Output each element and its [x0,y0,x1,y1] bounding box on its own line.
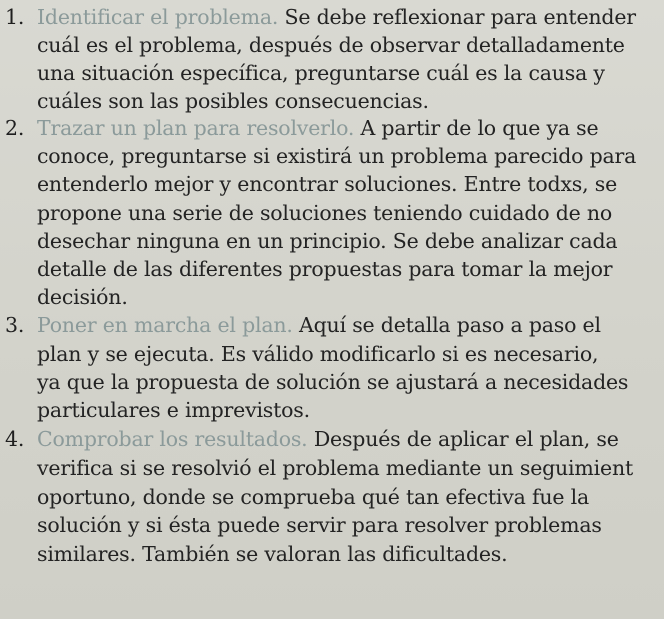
item-text-line: detalle de las diferentes propuestas para tomar la mejor [37,257,613,281]
item-text: Después de aplicar el plan, se [307,427,619,451]
item-number: 3. [5,313,25,337]
item-first-line [37,427,619,451]
item-text-line: oportuno, donde se comprueba qué tan efectiva fue la [37,485,590,509]
item-number: 4. [5,427,25,451]
item-text-line: solución y si ésta puede servir para resolver problemas [37,513,602,537]
item-text-line: cuáles son las posibles consecuencias. [37,89,429,113]
item-first-line [37,313,601,337]
item-text-line: una situación específica, preguntarse cuál es la causa y [37,61,605,85]
item-text-line: particulares e imprevistos. [37,398,310,422]
item-text-line: propone una serie de soluciones teniendo cuidado de no [37,201,613,225]
item-text-line: verifica si se resolvió el problema mediante un seguimient [37,456,633,480]
item-text: A partir de lo que ya se [354,116,599,140]
item-number: 2. [5,116,25,140]
item-text-line: plan y se ejecuta. Es válido modificarlo si es necesario, [37,342,599,366]
item-number: 1. [5,5,25,29]
item-text-line: entenderlo mejor y encontrar soluciones. Entre todxs, se [37,172,618,196]
item-text-line: decisión. [37,285,128,309]
item-text-line: cuál es el problema, después de observar detalladamente [37,33,625,57]
item-text: Aquí se detalla paso a paso el [292,313,601,337]
item-text-line: similares. También se valoran las dificultades. [37,542,508,566]
item-first-line [37,5,636,29]
item-text-line: desechar ninguna en un principio. Se debe analizar cada [37,229,618,253]
item-heading: Poner en marcha el plan. [37,313,293,337]
item-heading: Comprobar los resultados. [37,427,308,451]
item-text-line: ya que la propuesta de solución se ajustará a necesidades [37,370,629,394]
item-heading: Identificar el problema. [37,5,279,29]
item-first-line [37,116,598,140]
item-heading: Trazar un plan para resolverlo. [37,116,355,140]
item-text: Se debe reflexionar para entender [278,5,636,29]
item-text-line: conoce, preguntarse si existirá un problema parecido para [37,144,637,168]
